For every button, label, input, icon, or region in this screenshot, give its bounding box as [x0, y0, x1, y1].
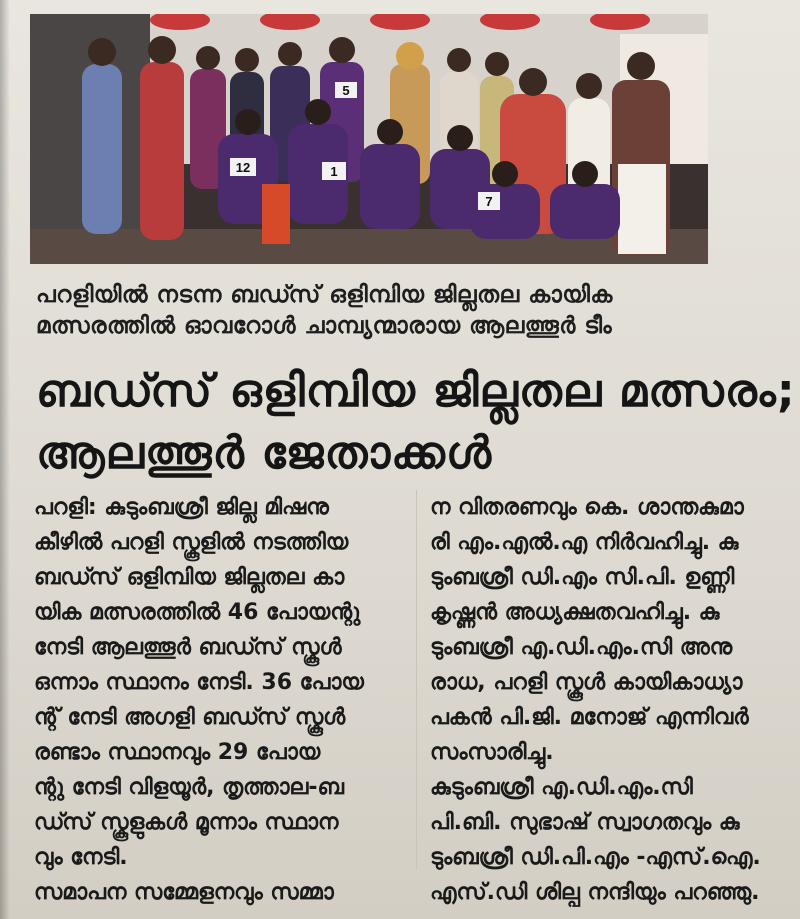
body-line: പറളി: കുടുംബശ്രീ ജില്ല മിഷനു — [34, 495, 329, 520]
team-photo-illustration — [30, 14, 708, 264]
column-divider — [416, 490, 417, 870]
team-photo — [30, 14, 708, 264]
caption-line: പറളിയിൽ നടന്ന ബഡ്സ് ഒളിമ്പിയ ജില്ലതല കായിക — [36, 282, 613, 308]
headline-line: ആലത്തൂർ ജേതാക്കൾ — [36, 426, 493, 479]
body-line: രി എം.എൽ.എ നിർവഹിച്ചു. കു — [430, 530, 739, 555]
body-line: രാധ, പറളി സ്കൂൾ കായികാധ്യാ — [430, 670, 743, 695]
body-line: പി.ബി. സുഭാഷ് സ്വാഗതവും കു — [430, 810, 740, 835]
body-line: ടുംബശ്രീ എ.ഡി.എം.സി അനു — [430, 635, 733, 660]
body-line: ന്റു നേടി വിളയൂർ, തൃത്താല-ബ — [34, 775, 344, 800]
body-line: രണ്ടാം സ്ഥാനവും 29 പോയ — [34, 740, 321, 765]
bib-number: 1 — [330, 164, 338, 179]
headline-line: ബഡ്സ് ഒളിമ്പിയ ജില്ലതല മത്സരം; — [36, 364, 796, 417]
article-headline — [36, 360, 796, 484]
body-line: കീഴിൽ പറളി സ്കൂളിൽ നടത്തിയ — [34, 530, 349, 555]
body-line: കൃഷ്ണൻ അധ്യക്ഷതവഹിച്ചു. കു — [430, 600, 720, 625]
bib-number: 5 — [342, 83, 350, 98]
body-line: വും നേടി. — [34, 845, 128, 870]
body-line: കുടുംബശ്രീ എ.ഡി.എം.സി — [430, 775, 693, 800]
photo-caption — [36, 280, 736, 342]
article-column-left — [34, 490, 414, 910]
body-line: ബഡ്സ് ഒളിമ്പിയ ജില്ലതല കാ — [34, 565, 345, 590]
body-line: ന വിതരണവും കെ. ശാന്തകുമാ — [430, 495, 744, 520]
body-line: സമാപന സമ്മേളനവും സമ്മാ — [34, 880, 334, 905]
caption-line: മത്സരത്തിൽ ഓവറോൾ ചാമ്പ്യന്മാരായ ആലത്തൂർ ടീം — [36, 313, 613, 339]
body-line: പകൻ പി.ജി. മനോജ് എന്നിവർ — [430, 705, 749, 730]
body-line: ന്റ് നേടി അഗളി ബഡ്സ് സ്കൂൾ — [34, 705, 346, 730]
body-line: നേടി ആലത്തൂർ ബഡ്സ് സ്കൂൾ — [34, 635, 342, 660]
page-edge-shadow — [0, 0, 10, 919]
body-line: ഒന്നാം സ്ഥാനം നേടി. 36 പോയ — [34, 670, 364, 695]
bib-number: 7 — [485, 194, 493, 209]
body-line: എസ്.ഡി ശില്പ നന്ദിയും പറഞ്ഞു. — [430, 880, 760, 905]
body-line: ഡ്സ് സ്കൂളുകൾ മൂന്നാം സ്ഥാന — [34, 810, 339, 835]
body-line: ടുംബശ്രീ ഡി.എം സി.പി. ഉണ്ണി — [430, 565, 735, 590]
body-line: സംസാരിച്ചു. — [430, 740, 554, 765]
body-line: യിക മത്സരത്തിൽ 46 പോയന്റു — [34, 600, 361, 625]
body-line: ടുംബശ്രീ ഡി.പി.എം -എസ്.ഐ. — [430, 845, 761, 870]
bib-number: 12 — [235, 160, 251, 175]
article-column-right — [430, 490, 790, 910]
